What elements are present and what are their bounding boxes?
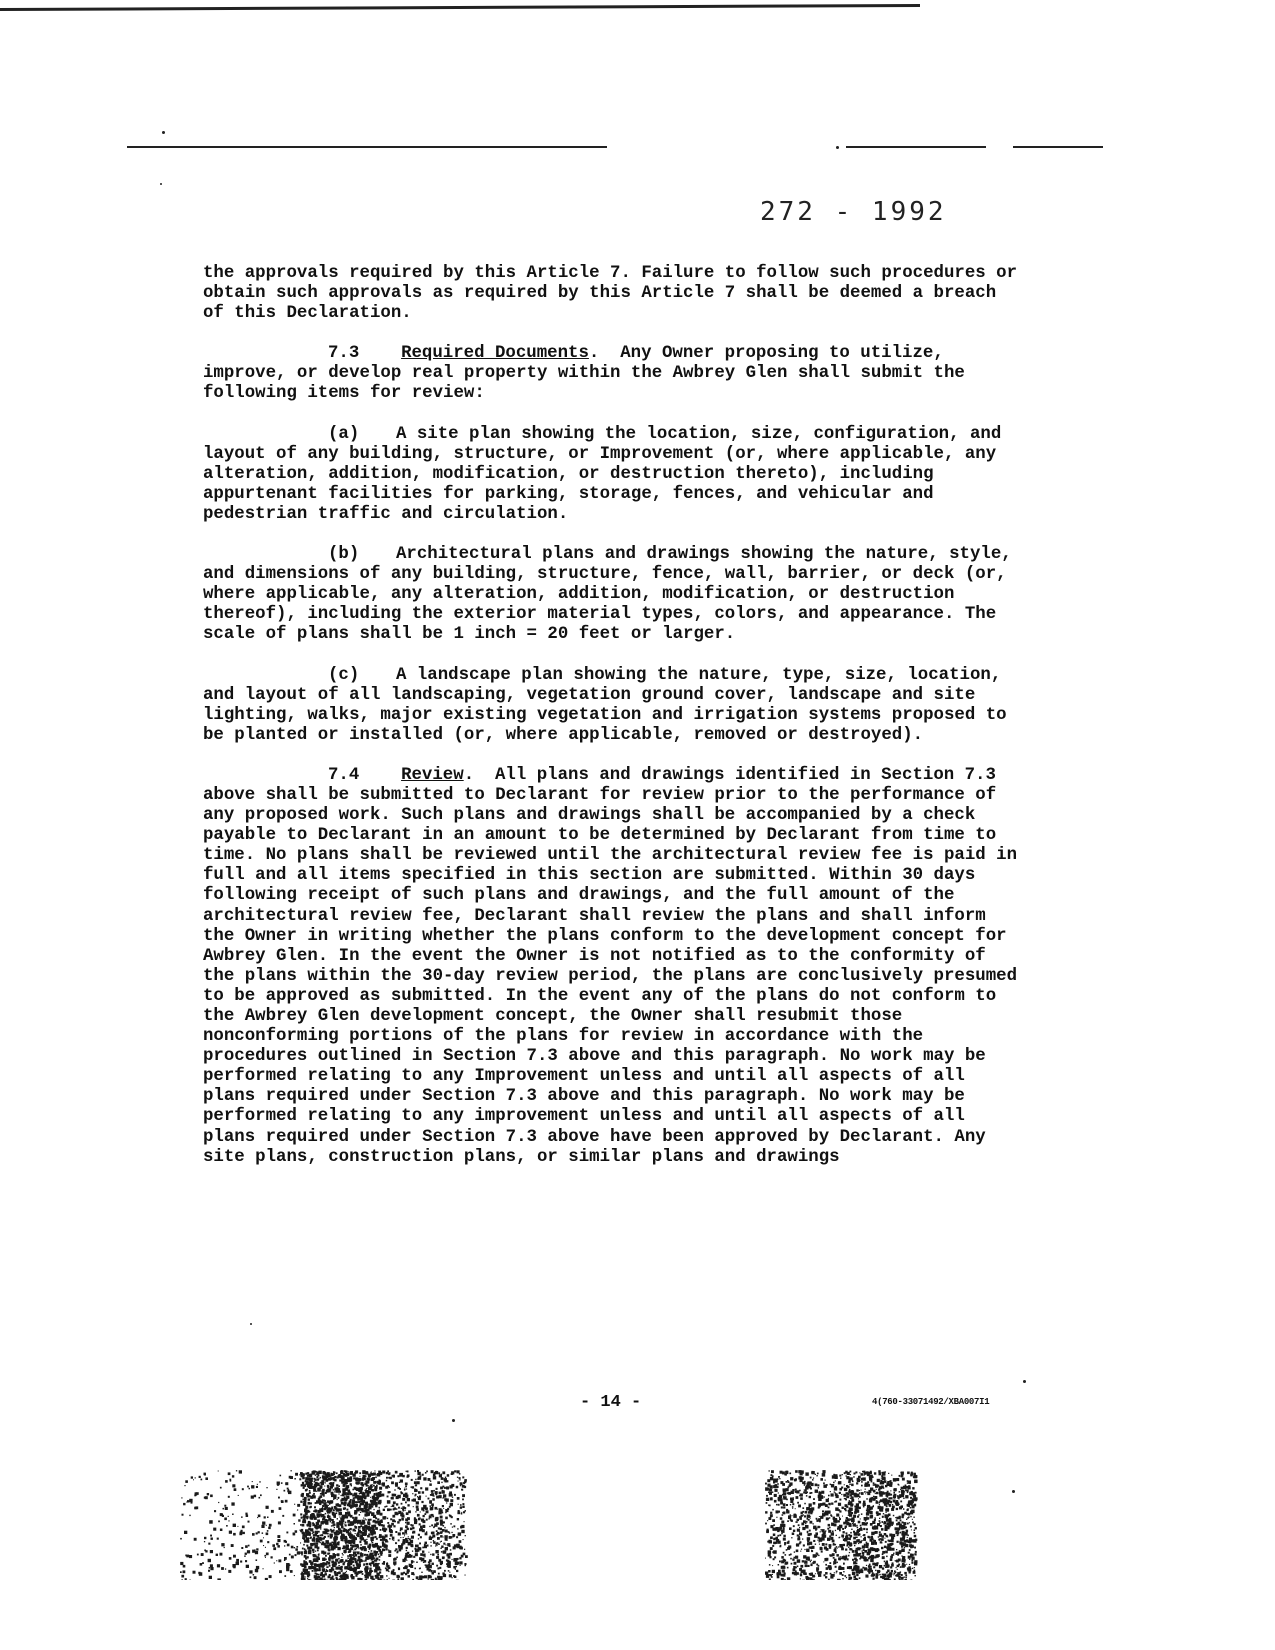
intro-paragraph [203, 264, 1023, 324]
scan-noise-left [180, 1470, 470, 1580]
header-rule-middle [846, 146, 986, 148]
scan-speck [162, 131, 165, 134]
item-a-label: (a) [328, 424, 360, 444]
header-rule-left [127, 146, 607, 148]
section-7-4-number: 7.4 [328, 765, 360, 785]
item-a [203, 425, 1023, 525]
item-c [203, 666, 1023, 746]
scan-speck [160, 183, 162, 185]
section-7-3: 7.3 Required Documents. Any Owner proposing to utilize, improve, or develop real property within the Awbrey Glen shall submit the following items for review: [203, 344, 965, 404]
section-7-4: 7.4 Review. All plans and drawings identified in Section 7.3 above shall be submitted to Declarant for review prior to the performance of any proposed work. Such plans and drawings shall be accompanied by a check payable to Declarant in an amount to be determined by Declarant from time to time. No plans shall be reviewed until the architectural review fee is paid in full and all items specified in this section are submitted. Within 30 days following receipt of such plans and drawings, and the full amount of the architectural review fee, Declarant shall review the plans and shall inform the Owner in writing whether the plans conform to the development concept for Awbrey Glen. In the event the Owner is not notified as to the conformity of the plans within the 30-day review period, the plans are conclusively presumed to be approved as submitted. In the event any of the plans do not conform to the Awbrey Glen development concept, the Owner shall resubmit those nonconforming portions of the plans for review in accordance with the procedures outlined in Section 7.3 above and this paragraph. No work may be performed relating to any Improvement unless and until all aspects of all plans required under Section 7.3 above and this paragraph. No work may be performed relating to any improvement unless and until all aspects of all plans required under Section 7.3 above have been approved by Declarant. Any site plans, construction plans, or similar plans and drawings [203, 765, 1018, 1167]
scan-speck [836, 146, 839, 149]
section-7-3-number: 7.3 [328, 344, 360, 364]
item-b-text: Architectural plans and drawings showing the nature, style, and dimensions of any building, structure, fence, wall, barrier, or deck (or, where applicable, any alteration, addition, modification, or destruction thereof), including the exterior material types, colors, and appearance. The scale of plans shall be 1 inch = 20 feet or larger. [203, 545, 1012, 645]
item-c-label: (c) [328, 665, 360, 685]
item-b [203, 545, 1023, 645]
scan-speck [452, 1419, 455, 1422]
section-7-3-title: Required Documents [401, 344, 589, 364]
document-id: 4(760-33071492/XBA007I1 [872, 1397, 990, 1407]
body-text [203, 264, 1023, 1168]
scan-speck [1023, 1380, 1026, 1383]
top-scan-rule [0, 4, 920, 11]
section-7-4-title: Review [401, 765, 464, 785]
document-number: 272 - 1992 [760, 197, 947, 227]
section-7-3-text: Any Owner proposing to utilize, improve, or develop real property within the Awbrey Glen shall submit the following items for review: [203, 344, 965, 404]
scan-speck [1012, 1490, 1015, 1493]
intro-text: the approvals required by this Article 7. Failure to follow such procedures or obtain such approvals as required by this Article 7 shall be deemed a breach of this Declaration. [203, 264, 1018, 324]
page-number: - 14 - [580, 1393, 642, 1412]
scan-speck [250, 1323, 252, 1325]
item-b-label: (b) [328, 545, 360, 565]
item-a-text: A site plan showing the location, size, configuration, and layout of any building, structure, or Improvement (or, where applicable, any alteration, addition, modification, or destruction thereto), including appurtenant facilities for parking, storage, fences, and vehicular and pedestrian traffic and circulation. [203, 424, 1002, 524]
header-rule-right [1013, 146, 1103, 148]
item-c-text: A landscape plan showing the nature, type, size, location, and layout of all landscaping, vegetation ground cover, landscape and site lighting, walks, major existing vegetation and irrigation systems proposed to be planted or installed (or, where applicable, removed or destroyed). [203, 665, 1007, 745]
scan-noise-right [765, 1470, 925, 1580]
section-7-4-text: All plans and drawings identified in Section 7.3 above shall be submitted to Declarant for review prior to the performance of any proposed work. Such plans and drawings shall be accompanied by a check payable to Declarant in an amount to be determined by Declarant from time to time. No plans shall be reviewed until the architectural review fee is paid in full and all items specified in this section are submitted. Within 30 days following receipt of such plans and drawings, and the full amount of the architectural review fee, Declarant shall review the plans and shall inform the Owner in writing whether the plans conform to the development concept for Awbrey Glen. In the event the Owner is not notified as to the conformity of the plans within the 30-day review period, the plans are conclusively presumed to be approved as submitted. In the event any of the plans do not conform to the Awbrey Glen development concept, the Owner shall resubmit those nonconforming portions of the plans for review in accordance with the procedures outlined in Section 7.3 above and this paragraph. No work may be performed relating to any Improvement unless and until all aspects of all plans required under Section 7.3 above and this paragraph. No work may be performed relating to any improvement unless and until all aspects of all plans required under Section 7.3 above have been approved by Declarant. Any site plans, construction plans, or similar plans and drawings [203, 765, 1018, 1167]
